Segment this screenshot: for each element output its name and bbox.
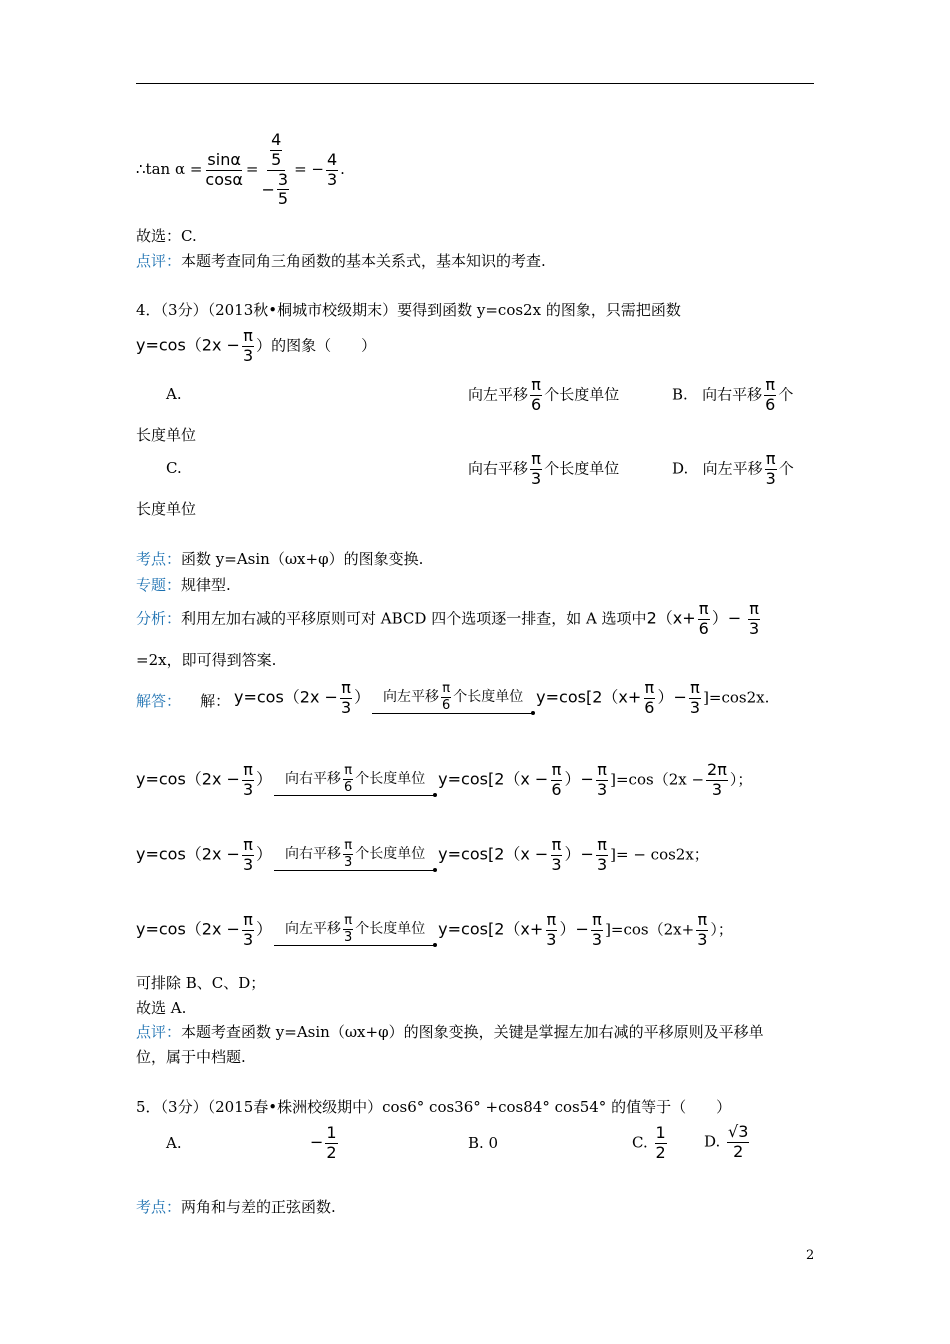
choose-text: 故选 A. bbox=[136, 999, 187, 1017]
close: ） bbox=[256, 844, 273, 864]
pi: π bbox=[698, 599, 709, 618]
zhuanti-text: 规律型. bbox=[181, 576, 231, 594]
result-a: y=cos[2（x+ bbox=[536, 687, 642, 707]
opt-c-pre: 向右平移 bbox=[468, 459, 529, 478]
fenxi-expr-b: ）− bbox=[711, 608, 742, 628]
two: 2 bbox=[326, 1142, 337, 1162]
q3-answer: 故选：C. bbox=[136, 227, 197, 245]
three: 3 bbox=[591, 929, 603, 949]
q5-stem: 5．（3分）（2015春•株洲校级期中）cos6° cos36° +cos84° cos54° 的值等于（ ） bbox=[136, 1098, 732, 1116]
q4-option-b bbox=[672, 377, 793, 414]
arrow-left-label: 向左平移 bbox=[285, 921, 342, 938]
exclude-text: 可排除 B、C、D； bbox=[136, 974, 266, 992]
eq2-sign: = − bbox=[294, 160, 324, 179]
c-label: C. bbox=[632, 1133, 648, 1152]
pi: π bbox=[551, 835, 562, 854]
tan-formula bbox=[136, 132, 345, 208]
pi: π bbox=[344, 763, 353, 779]
three: 3 bbox=[765, 468, 776, 488]
sin-over-cos bbox=[204, 149, 243, 189]
y-expr: y=cos（2x − bbox=[136, 919, 240, 939]
pi: π bbox=[697, 910, 708, 929]
pi: π bbox=[551, 760, 562, 779]
arrow-right-label: 向右平移 bbox=[285, 771, 342, 788]
opt-b-label: B. bbox=[672, 385, 688, 404]
y-expr: y=cos（2x − bbox=[136, 844, 240, 864]
three: 3 bbox=[242, 779, 254, 799]
y-expr: y=cos（2x − bbox=[234, 687, 338, 707]
close: ） bbox=[354, 687, 371, 707]
zhuanti-label: 专题： bbox=[136, 576, 182, 594]
close: ） bbox=[256, 919, 273, 939]
pi: π bbox=[597, 760, 607, 779]
arrow-unit: 个长度单位 bbox=[355, 846, 426, 863]
fenxi-expr-a: 2（x+ bbox=[646, 608, 696, 628]
opt-a-pre: 向左平移 bbox=[468, 385, 529, 404]
func-prefix: y=cos（2x − bbox=[136, 335, 240, 355]
pi: π bbox=[749, 599, 759, 618]
q5-option-d bbox=[704, 1124, 751, 1161]
three: 3 bbox=[344, 929, 353, 945]
three: 3 bbox=[344, 854, 353, 870]
q4-option-c bbox=[468, 451, 619, 488]
three: 3 bbox=[242, 929, 254, 949]
num-bot: 5 bbox=[271, 149, 282, 169]
pi: π bbox=[765, 375, 776, 394]
three: 3 bbox=[546, 929, 557, 949]
jieda-label-text: 解答： bbox=[136, 692, 182, 710]
fenxi-text: 利用左加右减的平移原则可对 ABCD 四个选项逐一排查，如 A 选项中 bbox=[181, 609, 647, 628]
q5-option-c bbox=[632, 1125, 669, 1162]
pi: π bbox=[592, 910, 602, 929]
q4-stem: 4．（3分）（2013秋•桐城市校级期末）要得到函数 y=cos2x 的图象，只需把函数 bbox=[136, 301, 681, 319]
mid-close: ）− bbox=[564, 769, 594, 789]
q4-fenxi-tail: =2x，即可得到答案. bbox=[136, 651, 277, 669]
q4-dianping bbox=[136, 1025, 764, 1040]
pi: π bbox=[243, 760, 253, 779]
two-pi: 2π bbox=[707, 760, 727, 779]
q4-zhuanti bbox=[136, 578, 231, 593]
d-label: D. bbox=[704, 1132, 721, 1151]
two: 2 bbox=[655, 1142, 666, 1162]
three: 3 bbox=[242, 345, 254, 365]
q5-option-b: B. 0 bbox=[468, 1134, 499, 1152]
res-bot: 3 bbox=[326, 169, 338, 189]
six: 6 bbox=[644, 697, 655, 717]
three: 3 bbox=[596, 779, 608, 799]
func-suffix: ）的图象（ ） bbox=[256, 336, 377, 355]
result-b: y=cos[2（x − bbox=[438, 844, 549, 864]
pi: π bbox=[765, 449, 776, 468]
a-minus: − bbox=[310, 1132, 324, 1152]
jie-text: 解： bbox=[200, 692, 231, 710]
opt-d-post: 个 bbox=[778, 459, 794, 478]
arrow-right-label: 向右平移 bbox=[285, 846, 342, 863]
q4-option-b-cont: 长度单位 bbox=[136, 426, 197, 444]
q5-option-a-label: A. bbox=[166, 1134, 182, 1152]
three: 3 bbox=[242, 854, 254, 874]
q4-kaodian bbox=[136, 552, 423, 567]
q5-option-a bbox=[310, 1125, 340, 1162]
comment-text: 本题考查同角三角函数的基本关系式，基本知识的考查. bbox=[181, 252, 546, 270]
pi: π bbox=[644, 678, 655, 697]
arrow-left-label: 向左平移 bbox=[383, 689, 440, 706]
page-number: 2 bbox=[806, 1248, 815, 1263]
opt-d-label: D. bbox=[672, 459, 689, 478]
comment-label: 点评： bbox=[136, 252, 182, 270]
three: 3 bbox=[340, 697, 352, 717]
period: . bbox=[340, 160, 345, 179]
opt-c-post: 个长度单位 bbox=[544, 459, 620, 478]
opt-b-pre: 向右平移 bbox=[702, 385, 763, 404]
end-a: ]=cos2x. bbox=[703, 688, 770, 707]
two: 2 bbox=[733, 1141, 744, 1161]
pi: π bbox=[442, 681, 451, 697]
six: 6 bbox=[765, 394, 776, 414]
mid-close: ）− bbox=[559, 919, 589, 939]
kaodian-label: 考点： bbox=[136, 550, 182, 568]
pi: π bbox=[344, 838, 353, 854]
q4-dianping-cont: 位，属于中档题. bbox=[136, 1048, 246, 1066]
pi: π bbox=[243, 326, 253, 345]
one: 1 bbox=[326, 1123, 337, 1142]
solution-line-1 bbox=[234, 680, 769, 717]
three: 3 bbox=[689, 697, 701, 717]
three: 3 bbox=[531, 468, 542, 488]
six: 6 bbox=[442, 697, 451, 713]
three: 3 bbox=[711, 779, 723, 799]
kaodian-label: 考点： bbox=[136, 1198, 182, 1216]
solution-line-2 bbox=[136, 762, 752, 799]
dianping-text-1: 本题考查函数 y=Asin（ωx+φ）的图象变换，关键是掌握左加右减的平移原则及平移单 bbox=[181, 1023, 764, 1041]
q4-option-d bbox=[672, 451, 794, 488]
den-top: 3 bbox=[277, 169, 289, 189]
opt-a-post: 个长度单位 bbox=[544, 385, 620, 404]
result-fraction bbox=[326, 149, 338, 189]
three: 3 bbox=[697, 929, 708, 949]
close: ） bbox=[256, 769, 273, 789]
q4-fenxi bbox=[136, 601, 762, 638]
den-bot: 5 bbox=[277, 189, 289, 209]
eq-sign: = bbox=[245, 160, 259, 179]
arrow-unit: 个长度单位 bbox=[355, 771, 426, 788]
kaodian-text: 两角和与差的正弦函数. bbox=[181, 1198, 336, 1216]
pi: π bbox=[243, 910, 253, 929]
res-top: 4 bbox=[326, 149, 338, 169]
pi: π bbox=[531, 449, 541, 468]
q4-option-a-label: A. bbox=[166, 385, 182, 403]
pi: π bbox=[243, 835, 253, 854]
pi: π bbox=[597, 835, 607, 854]
opt-b-post: 个 bbox=[778, 385, 794, 404]
y-expr: y=cos（2x − bbox=[136, 769, 240, 789]
pi: π bbox=[344, 913, 353, 929]
end-b1: ]=cos（2x − bbox=[610, 770, 705, 789]
num-top: 4 bbox=[271, 130, 282, 149]
solution-line-4 bbox=[136, 912, 733, 949]
result-a: y=cos[2（x+ bbox=[438, 919, 544, 939]
six: 6 bbox=[344, 779, 353, 795]
dianping-label: 点评： bbox=[136, 1023, 182, 1041]
q4-function bbox=[136, 328, 376, 365]
sin-text: sinα bbox=[207, 149, 241, 169]
jieda-label bbox=[136, 694, 230, 709]
three: 3 bbox=[551, 854, 562, 874]
three: 3 bbox=[749, 618, 760, 638]
arrow-unit: 个长度单位 bbox=[453, 689, 524, 706]
q3-comment bbox=[136, 254, 546, 269]
six: 6 bbox=[698, 618, 709, 638]
pi: π bbox=[546, 910, 557, 929]
opt-d-pre: 向左平移 bbox=[702, 459, 763, 478]
arrow-unit: 个长度单位 bbox=[355, 921, 426, 938]
end-d1: ]=cos（2x+ bbox=[605, 920, 695, 939]
one: 1 bbox=[655, 1123, 666, 1142]
six: 6 bbox=[531, 394, 542, 414]
header-rule bbox=[136, 83, 814, 84]
end-d2: ）； bbox=[710, 920, 733, 939]
pi: π bbox=[531, 375, 541, 394]
q4-option-a bbox=[468, 377, 619, 414]
q4-option-d-cont: 长度单位 bbox=[136, 500, 197, 518]
den-minus: − bbox=[261, 179, 275, 199]
q4-option-c-label: C. bbox=[166, 459, 182, 477]
cos-text: cosα bbox=[205, 169, 243, 189]
three: 3 bbox=[596, 854, 608, 874]
q5-kaodian bbox=[136, 1200, 336, 1215]
six: 6 bbox=[551, 779, 562, 799]
end-b2: ）； bbox=[729, 770, 753, 789]
solution-line-3 bbox=[136, 837, 709, 874]
pi: π bbox=[341, 678, 351, 697]
pi: π bbox=[690, 678, 700, 697]
complex-fraction bbox=[260, 132, 292, 208]
result-b: y=cos[2（x − bbox=[438, 769, 549, 789]
mid-close: ）− bbox=[657, 687, 687, 707]
tan-prefix: ∴tan α = bbox=[136, 160, 203, 179]
end-c: ]= − cos2x； bbox=[610, 845, 709, 864]
mid-close: ）− bbox=[564, 844, 594, 864]
fenxi-label: 分析： bbox=[136, 609, 182, 628]
kaodian-text: 函数 y=Asin（ωx+φ）的图象变换. bbox=[181, 550, 424, 568]
sqrt3: √3 bbox=[728, 1122, 749, 1141]
